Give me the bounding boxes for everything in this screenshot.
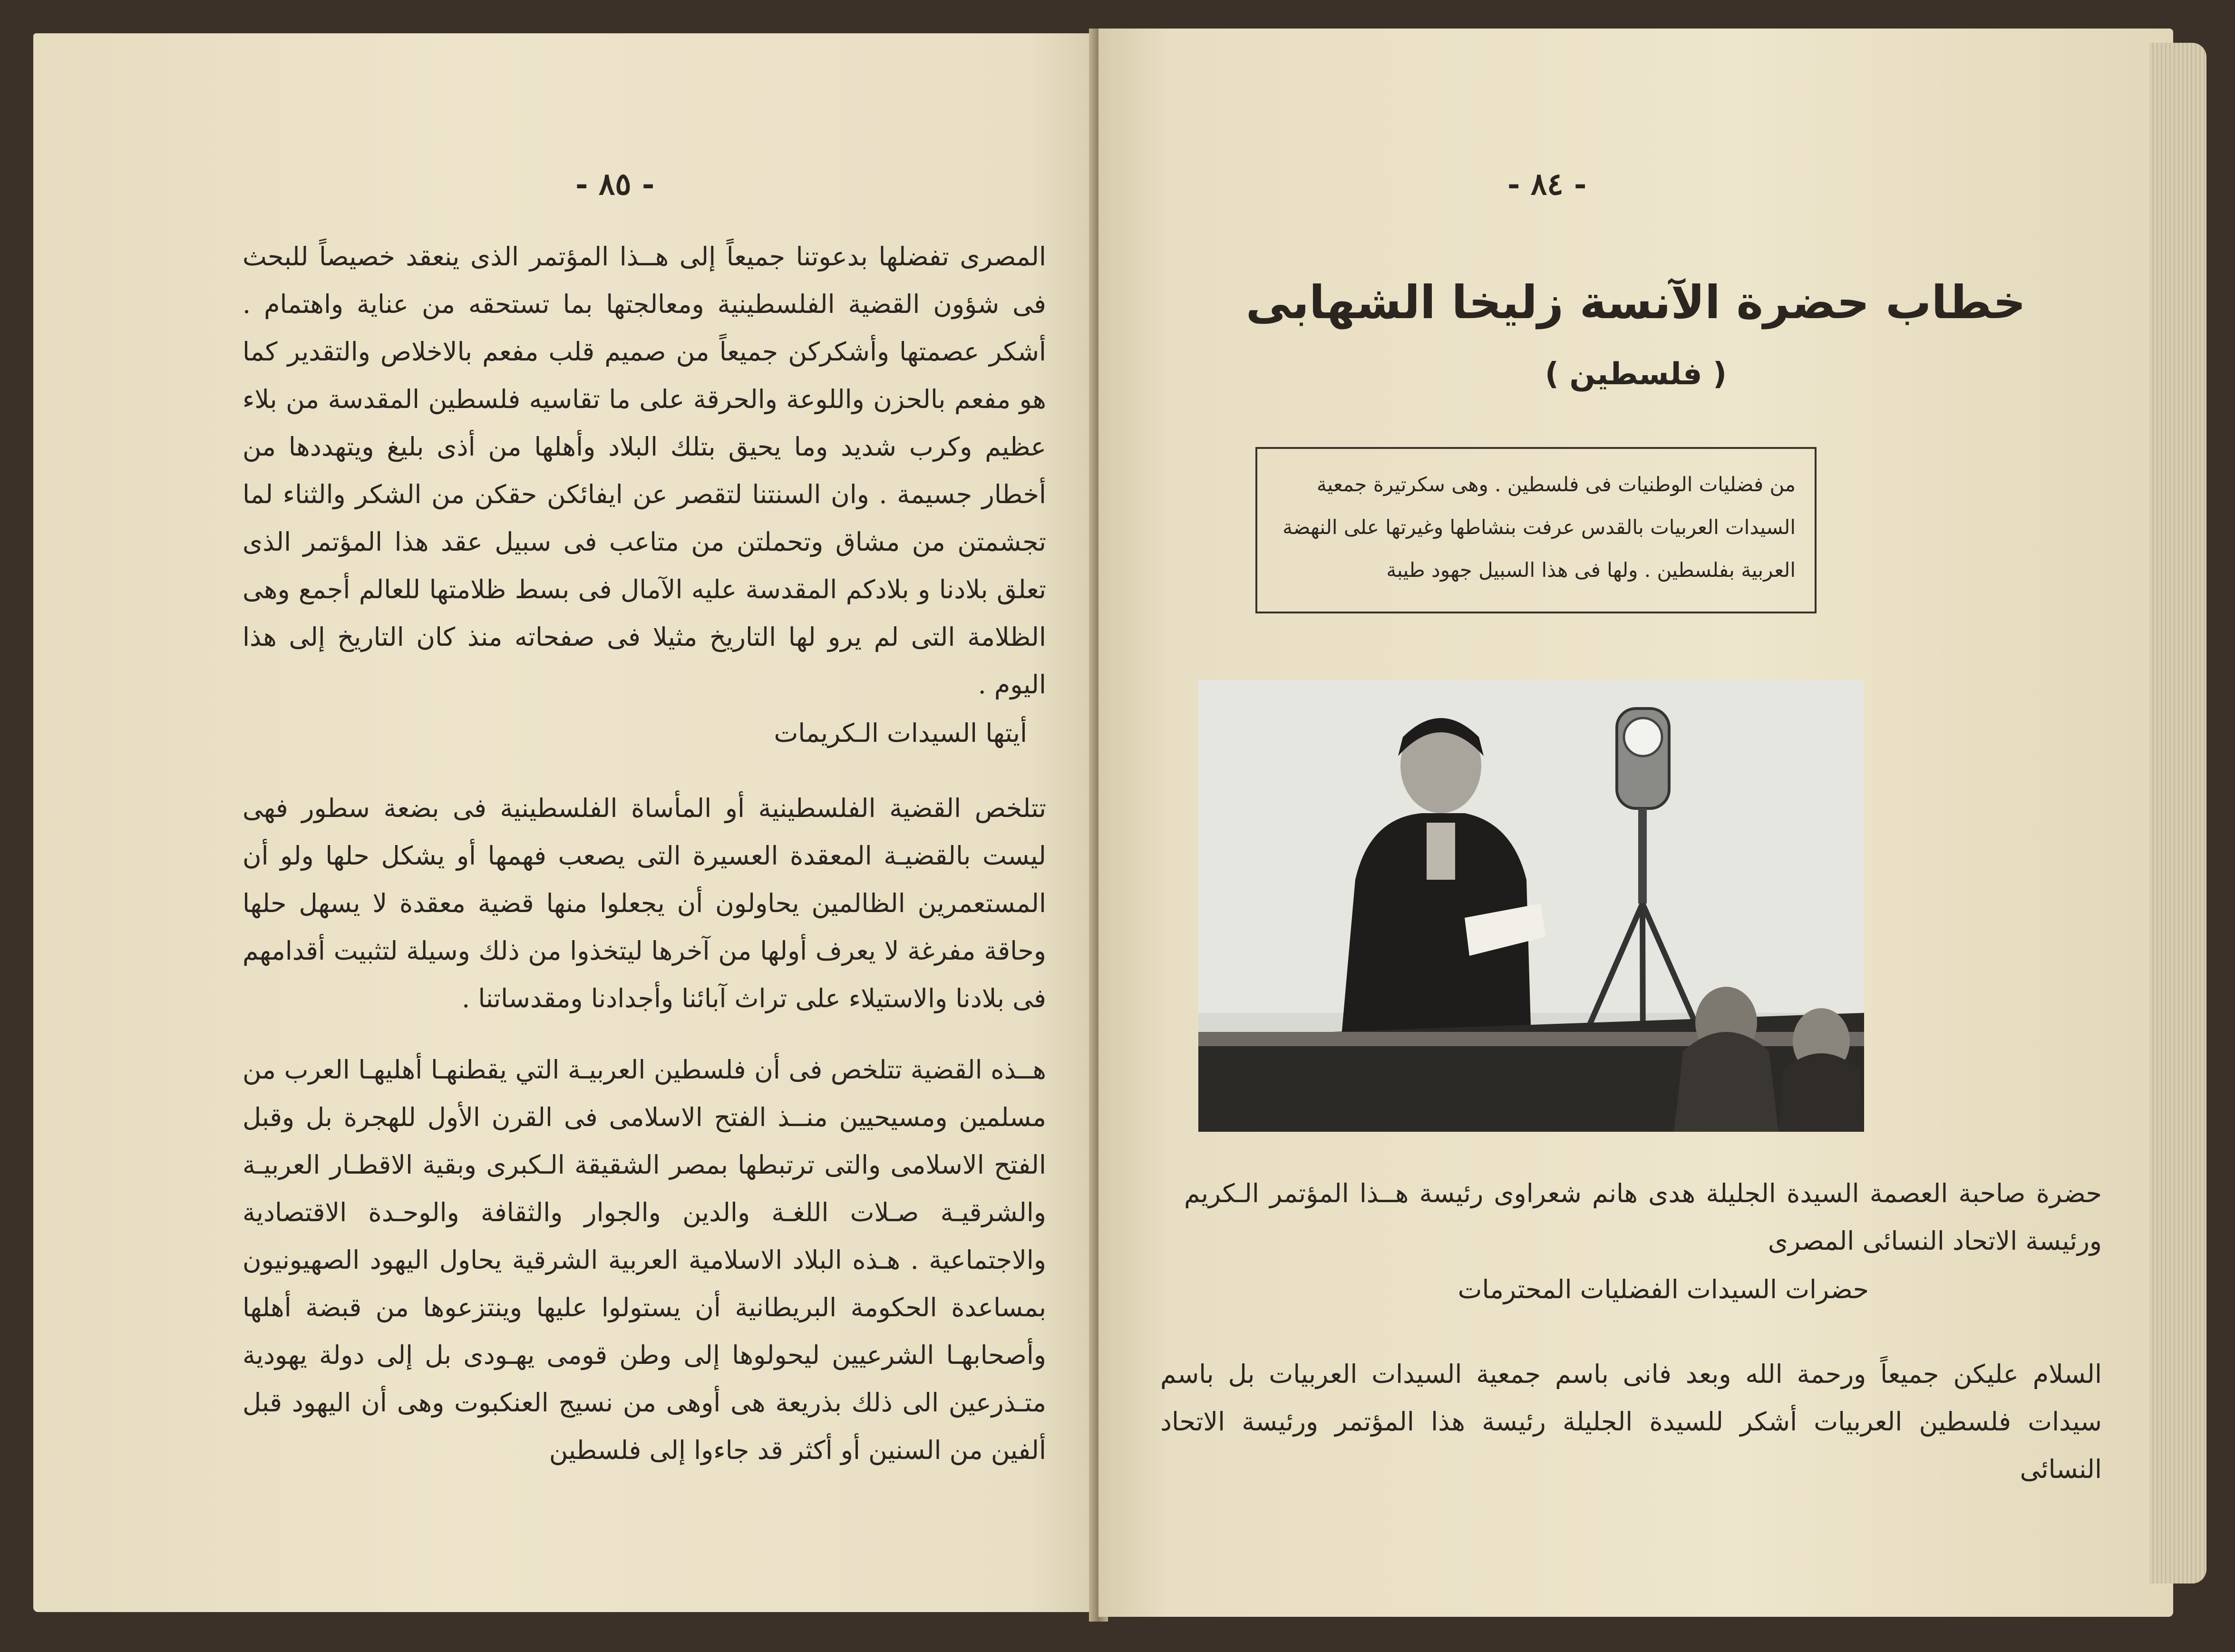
page-edges <box>2149 43 2206 1584</box>
speech-country: ( فلسطين ) <box>1545 357 1727 392</box>
speaker-photo <box>1198 680 1864 1132</box>
left-paragraph-1: المصرى تفضلها بدعوتنا جميعاً إلى هــذا المؤتمر الذى ينعقد خصيصاً للبحث فى شؤون القضية الفلسطينية ومعالجتها بما تستحقه من عناية واهتمام . أشكر عصمتها وأشكركن جميعاً من صميم قلب مفعم بالاخلاص والتقدير كما هو مفعم بالحزن واللوعة والحرقة على ما تقاسيه فلسطين المقدسة من بلاء عظيم وكرب شديد وما يحيق بتلك البلاد وأهلها من أذى بليغ ويتهددها من أخطار جسيمة . وان السنتنا لتقصر عن ايفائكن حقكن من الشكر والثناء لما تجشمتن من مشاق وتحملتن من متاعب فى سبيل عقد هذا المؤتمر الذى تعلق بلادنا و بلادكم المقدسة عليه الآمال فى بسط ظلامتها للعالم أجمع وهى الظلامة التى لم يرو لها التاريخ مثيلا فى صفحاته منذ كان التاريخ إلى هذا اليوم . <box>243 242 1046 700</box>
right-page <box>1098 29 2173 1617</box>
left-page <box>33 33 1094 1612</box>
speech-title: خطاب حضرة الآنسة زليخا الشهابى <box>1245 276 2026 329</box>
left-page-number: - ٨٥ - <box>575 166 655 202</box>
left-paragraph-2: تتلخص القضية الفلسطينية أو المأساة الفلسطينية فى بضعة سطور فهى ليست بالقضيـة المعقدة العسيرة التى يصعب فهمها أو يشكل حلها ولو أن المستعمرين الظالمين يحاولون أن يجعلوا منها قضية معقدة لا يسهل حلها وحاقة مفرغة لا يعرف أولها من آخرها ليتخذوا من ذلك وسيلة لتثبيت أقدامهم فى بلادنا والاستيلاء على تراث آبائنا وأجدادنا ومقدساتنا . <box>243 793 1046 1013</box>
right-page-number: - ٨٤ - <box>1507 166 1587 202</box>
speaker-photo-image <box>1198 680 1864 1132</box>
address-line-2: حضرات السيدات الفضليات المحترمات <box>1458 1274 1869 1304</box>
address-line-1: حضرة صاحبة العصمة السيدة الجليلة هدى هانم شعراوى رئيسة هــذا المؤتمر الـكريم ورئيسة الاتحاد النسائى المصرى <box>1184 1178 2102 1256</box>
left-sub-heading: أيتها السيدات الـكريمات <box>774 718 1027 748</box>
right-paragraph-1: السلام عليكن جميعاً ورحمة الله وبعد فانى باسم جمعية السيدات العربيات بل باسم سيدات فلسطين العربيات أشكر للسيدة الجليلة رئيسة هذا المؤتمر ورئيسة الاتحاد النسائى <box>1160 1359 2102 1484</box>
speaker-bio-box: من فضليات الوطنيات فى فلسطين . وهى سكرتيرة جمعية السيدات العربيات بالقدس عرفت بنشاطها وغيرتها على النهضة العربية بفلسطين . ولها فى هذا السبيل جهود طيبة <box>1255 447 1817 613</box>
left-paragraph-3: هــذه القضية تتلخص فى أن فلسطين العربيـة التي يقطنهـا أهليهـا العرب من مسلمين ومسيحيين منــذ الفتح الاسلامى فى القرن الأول للهجرة بل وقبل الفتح الاسلامى والتى ترتبطها بمصر الشقيقة الـكبرى وبقية الاقطـار العربيـة والشرقيـة صـلات اللغـة والدين والجوار والثقافة والوحـدة الاقتصادية والاجتماعية . هـذه البلاد الاسلامية العربية الشرقية يحاول اليهود الصهيونيون بمساعدة الحكومة البريطانية أن يستولوا عليها وينتزعوها من قبضة أهلها وأصحابهـا الشرعيين ليحولوها إلى وطن قومى يهـودى بل إلى دولة يهودية متـذرعين الى ذلك بذريعة هى أوهى من نسيج العنكبوت وهى أن اليهود قبل ألفين من السنين أو أكثر قد جاءوا إلى فلسطين <box>243 1055 1046 1465</box>
